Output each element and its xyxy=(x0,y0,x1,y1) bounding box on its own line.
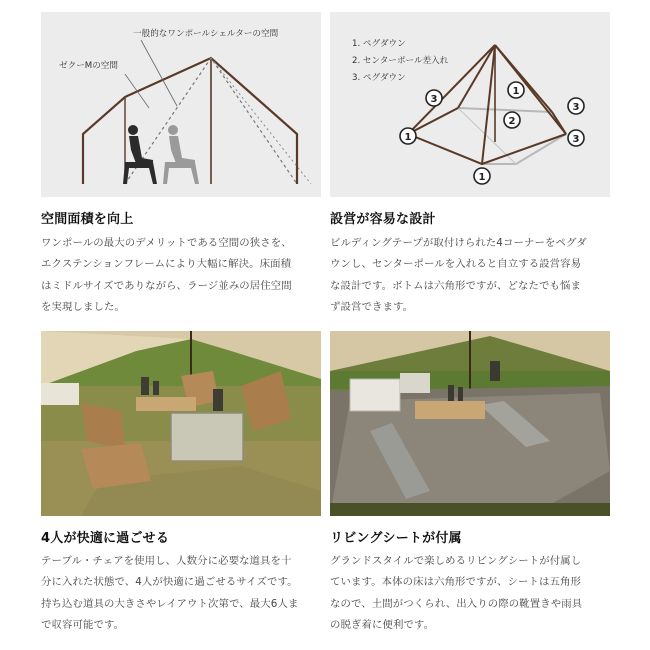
feature-body xyxy=(41,233,292,319)
marker-3-left xyxy=(426,90,442,106)
svg-text:3: 3 xyxy=(572,134,580,145)
dotted-edge xyxy=(211,58,311,184)
leader-line-zeku xyxy=(125,74,149,108)
body-line: ず設営できます。 xyxy=(330,301,414,314)
marker-3-right-bottom xyxy=(568,130,584,146)
feature-heading: 4人が快適に過ごせる xyxy=(41,531,170,546)
space-diagram xyxy=(41,12,321,197)
leader-line-generic xyxy=(141,40,177,106)
body-line: で収容可能です。 xyxy=(41,619,125,632)
marker-2-center xyxy=(504,112,520,128)
step-1-label: 1. ペグダウン xyxy=(352,39,406,49)
label-generic-space: 一般的なワンポールシェルターの空間 xyxy=(133,29,279,39)
body-line: テーブル・チェアを使用し、人数分に必要な道具を十 xyxy=(41,555,292,567)
body-line: の脱ぎ着に便利です。 xyxy=(330,619,435,632)
body-line: を実現しました。 xyxy=(41,301,125,314)
space-diagram-svg xyxy=(41,12,321,197)
marker-1-top xyxy=(508,82,524,98)
living-sheet-photo-svg xyxy=(330,331,610,516)
body-line: グランドスタイルで楽しめるリビングシートが付属し xyxy=(330,555,582,567)
svg-text:1: 1 xyxy=(512,86,520,97)
body-line: ビルディングテープが取付けられた4コーナーをペグダ xyxy=(330,237,587,249)
marker-1-bottom xyxy=(474,168,490,184)
living-sheet-photo xyxy=(330,331,610,516)
body-line: 持ち込む道具の大きさやレイアウト次第で、最大6人ま xyxy=(41,597,299,610)
feature-heading: 設営が容易な設計 xyxy=(330,212,436,227)
seated-person-dark xyxy=(123,125,157,184)
body-line: ワンポールの最大のデメリットである空間の狭さを、 xyxy=(41,237,292,249)
seated-person-grey xyxy=(163,125,199,184)
body-line: な設計です。ボトムは六角形ですが、どなたでも悩ま xyxy=(330,279,581,292)
svg-text:2: 2 xyxy=(508,116,516,127)
svg-text:3: 3 xyxy=(430,94,438,105)
body-line: エクステンションフレームにより大幅に解決。床面積 xyxy=(41,258,292,271)
feature-heading: リビングシートが付属 xyxy=(330,531,462,546)
label-zeku-space: ゼクーMの空間 xyxy=(59,61,118,71)
step-3-label: 3. ペグダウン xyxy=(352,73,406,83)
setup-diagram-svg xyxy=(330,12,610,197)
step-2-label: 2. センターポール差入れ xyxy=(352,56,449,66)
marker-3-right-top xyxy=(568,98,584,114)
body-line: ています。本体の床は六角形ですが、シートは五角形 xyxy=(330,576,581,589)
body-line: 分に入れた状態で、4人が快適に過ごせるサイズです。 xyxy=(41,576,298,589)
feature-body xyxy=(41,551,298,637)
marker-1-left xyxy=(400,128,416,144)
feature-heading: 空間面積を向上 xyxy=(41,212,134,227)
body-line: なので、土間がつくられ、出入りの際の靴置きや雨具 xyxy=(330,597,583,610)
feature-body xyxy=(330,551,582,637)
body-line: はミドルサイズでありながら、ラージ並みの居住空間 xyxy=(41,279,292,292)
setup-diagram xyxy=(330,12,610,197)
body-line: ウンし、センターポールを入れると自立する設営容易 xyxy=(330,258,582,271)
tent-interior-photo-svg xyxy=(41,331,321,516)
svg-text:3: 3 xyxy=(572,102,580,113)
svg-text:1: 1 xyxy=(404,132,412,143)
svg-text:1: 1 xyxy=(478,172,486,183)
tent-interior-photo xyxy=(41,331,321,516)
feature-body xyxy=(330,233,587,319)
